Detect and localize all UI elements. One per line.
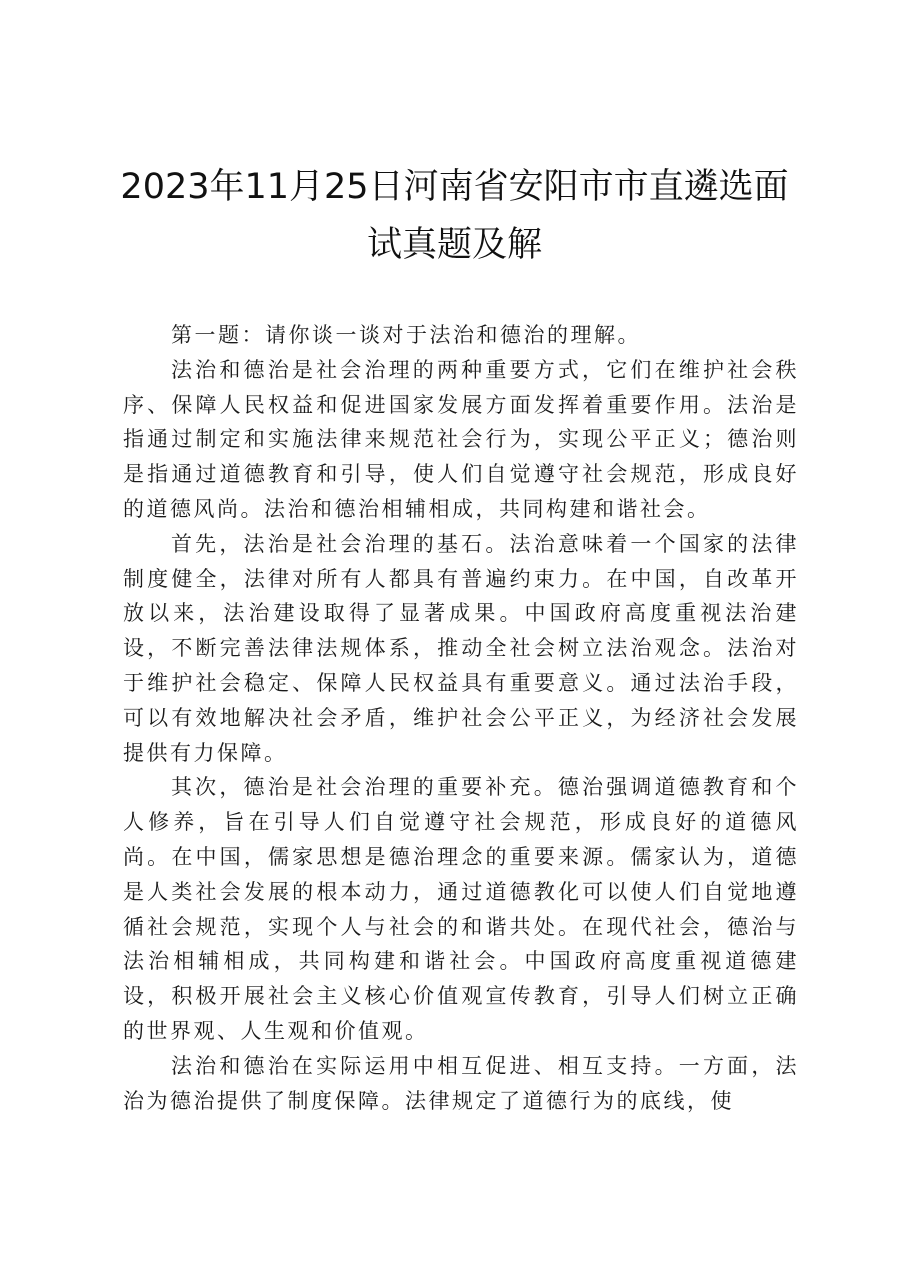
document-title: [0, 158, 909, 274]
paragraph-rule-of-virtue: 其次，德治是社会治理的重要补充。德治强调道德教育和个人修养，旨在引导人们自觉遵守社会规范，形成良好的道德风尚。在中国，儒家思想是德治理念的重要来源。儒家认为，道德是人类社会发展的根本动力，通过道德教化可以使人们自觉地遵循社会规范，实现个人与社会的和谐共处。在现代社会，德治与法治相辅相成，共同构建和谐社会。中国政府高度重视道德建设，积极开展社会主义核心价值观宣传教育，引导人们树立正确的世界观、人生观和价值观。: [123, 775, 799, 1043]
title-line-2: 试真题及解: [366, 225, 542, 265]
paragraph-rule-of-law: 首先，法治是社会治理的基石。法治意味着一个国家的法律制度健全，法律对所有人都具有普遍约束力。在中国，自改革开放以来，法治建设取得了显著成果。中国政府高度重视法治建设，不断完善法律法规体系，推动全社会树立法治观念。法治对于维护社会稳定、保障人民权益具有重要意义。通过法治手段，可以有效地解决社会矛盾，维护社会公平正义，为经济社会发展提供有力保障。: [123, 531, 799, 765]
paragraph-mutual-support: 法治和德治在实际运用中相互促进、相互支持。一方面，法治为德治提供了制度保障。法律规定了道德行为的底线，使: [123, 1053, 799, 1113]
title-line-1: 2023年11月25日河南省安阳市市直遴选面: [120, 167, 789, 207]
paragraph-intro: 法治和德治是社会治理的两种重要方式，它们在维护社会秩序、保障人民权益和促进国家发展方面发挥着重要作用。法治是指通过制定和实施法律来规范社会行为，实现公平正义；德治则是指通过道德教育和引导，使人们自觉遵守社会规范，形成良好的道德风尚。法治和德治相辅相成，共同构建和谐社会。: [123, 357, 799, 521]
question-heading: 第一题：请你谈一谈对于法治和德治的理解。: [171, 323, 641, 347]
document-body: [123, 318, 799, 1118]
